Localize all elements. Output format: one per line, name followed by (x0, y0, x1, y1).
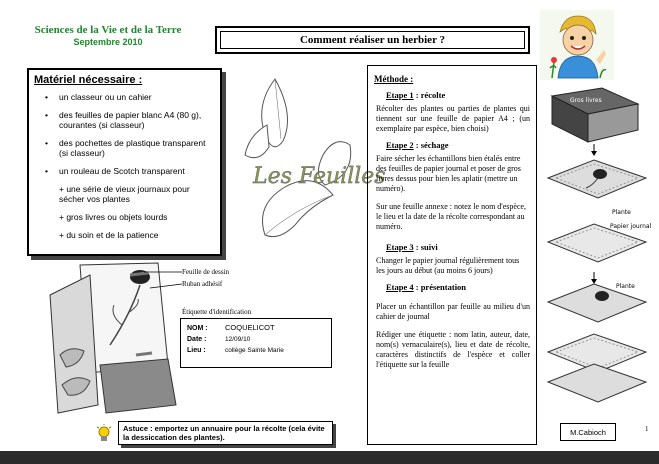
step-2-note: Sur une feuille annexe : notez le nom d'espèce, le lieu et la date de la récolte correspondant au numéro. (376, 202, 527, 231)
step-3-title: Etape 3 : suivi (386, 242, 438, 252)
journal-label: Papier journal (610, 223, 652, 230)
astuce-label: Astuce : (123, 424, 153, 433)
binder-arrows (140, 268, 184, 298)
plante-label-2: Plante (616, 283, 635, 290)
author-box: M.Cabioch (560, 423, 616, 441)
label-feuille-dessin: Feuille de dessin (182, 268, 230, 276)
page-title: Comment réaliser un herbier ? (299, 34, 445, 46)
label-ruban-adhesif: Ruban adhésif (182, 280, 223, 288)
etiquette-nom: NOM : COQUELICOT (187, 323, 275, 332)
astuce-text: emportez un annuaire pour la récolte (cela évite la dessiccation des plantes). (123, 424, 325, 442)
plante-label-1: Plante (612, 209, 631, 216)
step-2-title: Etape 2 : séchage (386, 140, 449, 150)
materiel-box (27, 68, 222, 256)
header-date: Septembre 2010 (73, 37, 143, 47)
step-4-text-2: Rédiger une étiquette : nom latin, auteur, date, nom(s) vernaculaire(s), lieu et date de récolte, caractères distinctifs de l'espèce et coller l'étiquette sur la feuille (376, 330, 530, 369)
bottom-bar (0, 451, 659, 464)
page-number: 1 (645, 425, 649, 433)
etiquette-card (180, 318, 332, 368)
label-etiquette: Étiquette d'identification (182, 308, 252, 316)
subject-title: Sciences de la Vie et de la Terre (34, 24, 182, 36)
list-item: + du soin et de la patience (59, 230, 159, 240)
list-item: • des feuilles de papier blanc A4 (80 g), courantes (si classeur) (29, 110, 216, 130)
books-label: Gros livres (570, 97, 602, 104)
materiel-heading: Matériel nécessaire : (34, 74, 143, 86)
list-item: • un classeur ou un cahier (29, 92, 216, 102)
boy-illustration (540, 10, 614, 80)
leaves-logo (235, 75, 386, 240)
step-4-title: Etape 4 : présentation (386, 282, 467, 292)
list-item: + une série de vieux journaux pour sécher vos plantes (59, 184, 190, 204)
step-3-text: Changer le papier journal régulièrement tous les jours au début (au moins 6 jours) (376, 256, 520, 275)
methode-heading: Méthode : (374, 74, 414, 84)
logo-text: Les Feuilles (253, 164, 386, 189)
methode-box (367, 65, 537, 445)
lightbulb-icon (96, 424, 112, 444)
list-item: • un rouleau de Scotch transparent (29, 166, 216, 176)
page-title-box (215, 26, 530, 54)
materiel-list (29, 92, 220, 240)
etiquette-date: Date : 12/09/10 (187, 336, 251, 343)
list-item: • des pochettes de plastique transparent (si classeur) (29, 138, 216, 158)
step-1-title: Etape 1 : récolte (386, 90, 446, 100)
step-2-text: Faire sécher les échantillons bien étalés entre des feuilles de papier journal et poser de gros livres dessus pour bien les aplatir (mettre un numéro). (376, 154, 521, 193)
list-item: + gros livres ou objets lourds (59, 212, 168, 222)
header-subject-block (18, 24, 198, 47)
etiquette-lieu: Lieu : collège Sainte Marie (187, 347, 284, 354)
step-1-text: Récolter des plantes ou parties de plantes qui tiennent sur une feuille de papier A4 ; (un exemplaire par espèce, bien choisi) (376, 104, 530, 133)
press-diagram (542, 82, 654, 422)
astuce-box (118, 421, 333, 445)
step-4-text: Placer un échantillon par feuille au milieu d'un cahier de journal (376, 302, 530, 321)
